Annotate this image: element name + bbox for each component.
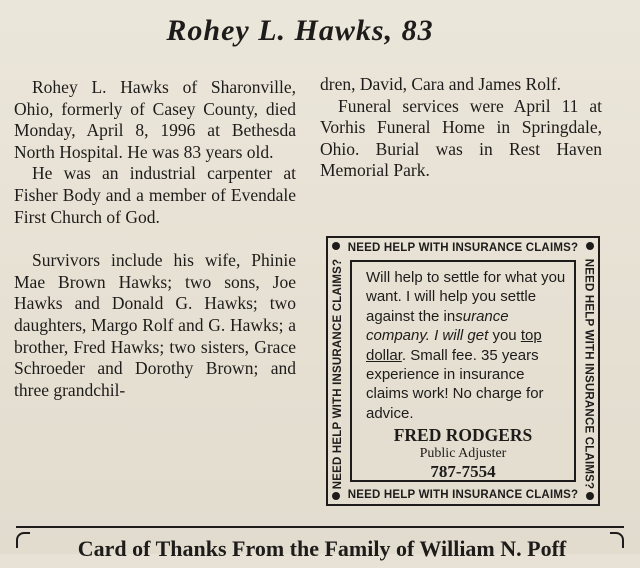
ad-pitch-italic: surance company. I will get: [366, 307, 509, 345]
ad-band-top: NEED HELP WITH INSURANCE CLAIMS?: [347, 242, 579, 254]
ad-band-right: NEED HELP WITH INSURANCE CLAIMS?: [582, 258, 594, 490]
obituary-paragraph-death: Rohey L. Hawks of Sharonville, Ohio, formerly of Casey County, died Monday, April 8, 1996 at Bethesda North Hospital. He was 83 years old.: [14, 77, 296, 162]
paragraph-gap: [14, 228, 296, 250]
ad-role: Public Adjuster: [419, 446, 507, 462]
obituary-paragraph-career: He was an industrial carpenter at Fisher Body and a member of Evendale First Church of God.: [14, 163, 296, 227]
ad-pitch-part: . Small fee. 35 years experience in insurance claims work! No charge for advice.: [366, 346, 544, 422]
obituary-paragraph-funeral: Funeral services were April 11 at Vorhis Funeral Home in Springdale, Ohio. Burial was in Rest Haven Memorial Park.: [320, 95, 602, 181]
ad-name: FRED RODGERS: [393, 425, 533, 446]
obituary-paragraph-survivors-cont: dren, David, Cara and James Rolf.: [320, 74, 562, 94]
right-column: [320, 74, 602, 182]
ad-band-bottom: NEED HELP WITH INSURANCE CLAIMS?: [347, 489, 579, 501]
card-of-thanks-title: Card of Thanks From the Family of William N. Poff: [77, 536, 567, 561]
ad-phone: 787-7554: [430, 462, 496, 482]
ad-band-left: NEED HELP WITH INSURANCE CLAIMS?: [332, 258, 344, 490]
card-of-thanks: [16, 526, 624, 568]
ornament-right-icon: [610, 532, 624, 548]
obituary-headline: Rohey L. Hawks, 83: [166, 14, 434, 47]
insurance-advertisement: [326, 236, 600, 506]
left-column: [14, 77, 296, 401]
ad-pitch: [366, 268, 566, 423]
ad-pitch-part: you: [492, 327, 521, 345]
ad-pitch-underlined: top dollar: [366, 327, 542, 364]
ornament-left-icon: [16, 532, 30, 548]
ad-inner-box: [350, 260, 576, 482]
ad-pitch-part: Will help to settle for what you want. I will help you settle against the in: [366, 269, 566, 325]
obituary-paragraph-survivors: Survivors include his wife, Phinie Mae Brown Hawks; two sons, Joe Hawks and Donald G. Hawks; two daughters, Margo Rolf and G. Hawks; a brother, Fred Hawks; two sisters, Grace Schroeder and Dorothy Brown; and three grandchil-: [14, 250, 296, 400]
